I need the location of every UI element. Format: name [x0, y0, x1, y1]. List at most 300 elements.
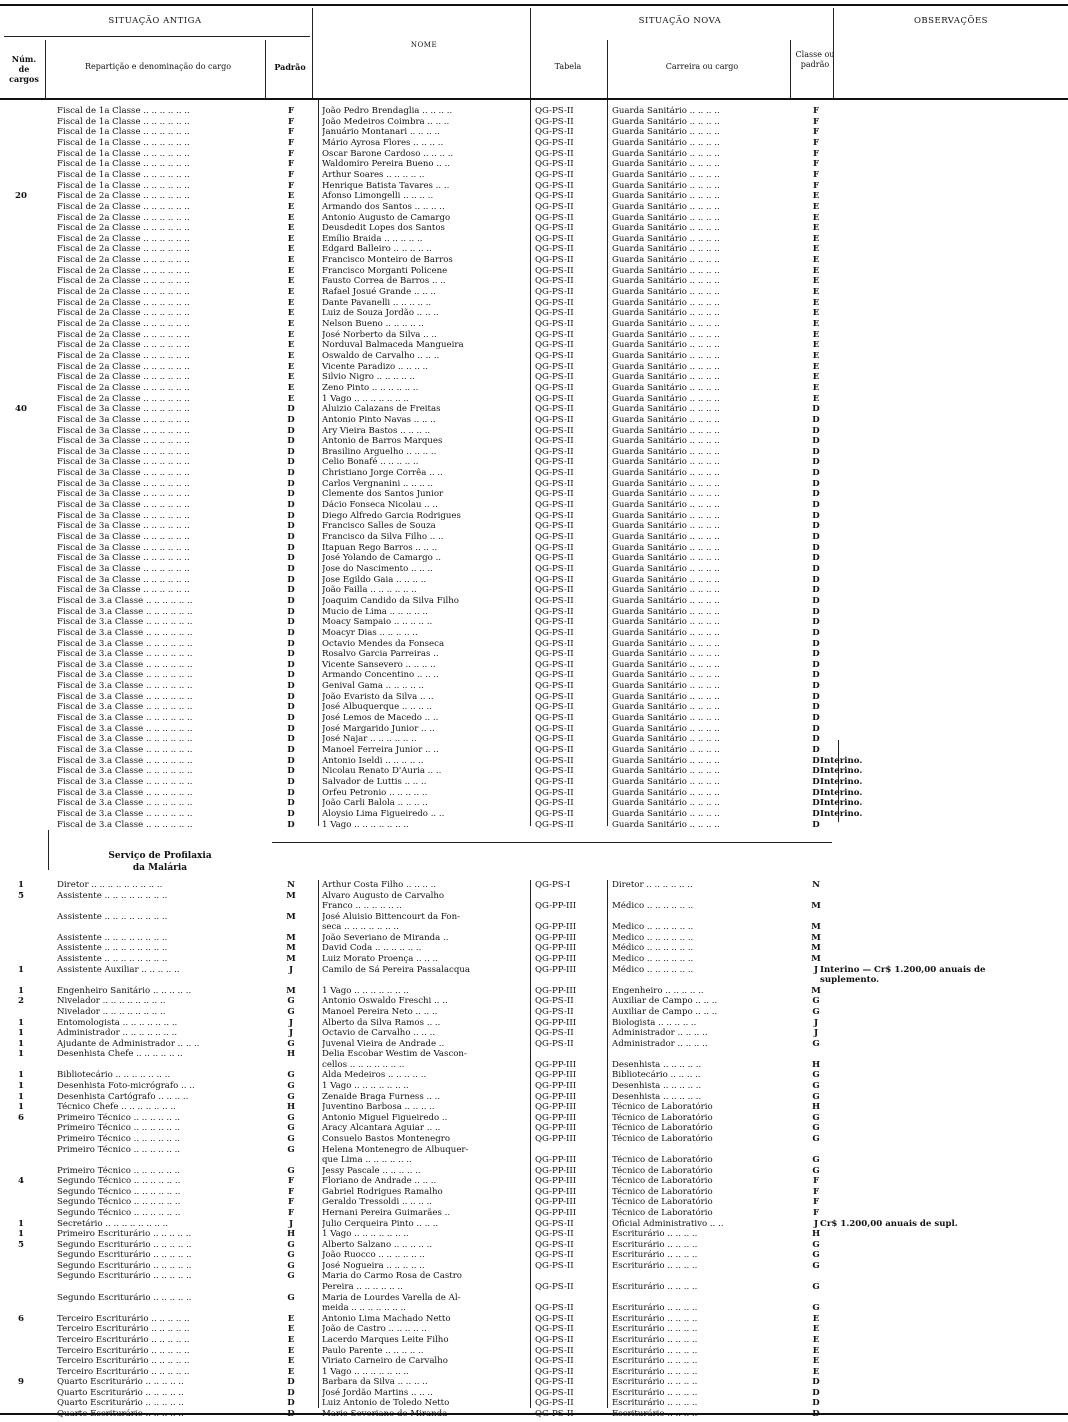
- classe-cell: F: [812, 116, 820, 127]
- carreira-cell: Guarda Sanitário .. .. .. ..: [612, 297, 720, 308]
- nome-cell: Francisco Monteiro de Barros: [322, 255, 453, 266]
- nome-cell: João Carli Balola .. .. .. ..: [322, 798, 428, 809]
- carreira-cell: Auxiliar de Campo .. .. ..: [612, 1006, 718, 1017]
- nome-cell: José Aluisio Bittencourt da Fon-: [322, 911, 461, 922]
- tabela-cell: QG-PS-II: [535, 414, 574, 425]
- carreira-cell: Guarda Sanitário .. .. .. ..: [612, 361, 720, 372]
- reparticao-cell: Fiscal de 3.a Classe .. .. .. .. .. ..: [57, 681, 193, 692]
- tabela-cell: QG-PS-II: [535, 1324, 574, 1335]
- classe-cell: E: [812, 1366, 820, 1377]
- nome-cell: Itapuan Rego Barros .. .. ..: [322, 542, 438, 553]
- tabela-cell: QG-PS-II: [535, 670, 574, 681]
- reparticao-cell: Primeiro Técnico .. .. .. .. .. ..: [57, 1112, 181, 1123]
- classe-cell: G: [812, 1081, 820, 1092]
- tabela-cell: QG-PS-II: [535, 819, 574, 830]
- classe-cell: G: [812, 1155, 820, 1166]
- carreira-cell: Guarda Sanitário .. .. .. ..: [612, 723, 720, 734]
- reparticao-cell: Terceiro Escriturário .. .. .. .. ..: [57, 1366, 190, 1377]
- tabela-cell: QG-PS-II: [535, 798, 574, 809]
- carreira-cell: Guarda Sanitário .. .. .. ..: [612, 329, 720, 340]
- reparticao-cell: Primeiro Técnico .. .. .. .. .. ..: [57, 1165, 181, 1176]
- carreira-cell: Administrador .. .. .. ..: [612, 1038, 708, 1049]
- observacao-cell: Cr$ 1.200,00 anuais de supl.: [820, 1218, 958, 1229]
- reparticao-cell: Desenhista Cartógrafo .. .. .. ..: [57, 1091, 189, 1102]
- reparticao-cell: Fiscal de 3.a Classe .. .. .. .. .. ..: [57, 638, 193, 649]
- classe-cell: G: [812, 1165, 820, 1176]
- padrao-cell: D: [287, 659, 295, 670]
- tabela-cell: QG-PS-II: [535, 361, 574, 372]
- reparticao-cell: Fiscal de 1a Classe .. .. .. .. .. ..: [57, 159, 190, 170]
- classe-cell: D: [812, 649, 820, 660]
- nome-cell: João Ruocco .. .. .. .. .. ..: [322, 1250, 425, 1261]
- carreira-cell: Guarda Sanitário .. .. .. ..: [612, 265, 720, 276]
- classe-cell: D: [812, 819, 820, 830]
- classe-cell: D: [812, 638, 820, 649]
- nome-cell: Vicente Sansevero .. .. .. ..: [322, 659, 436, 670]
- nome-cell: Salvador de Luttis .. .. ..: [322, 776, 427, 787]
- classe-cell: D: [812, 446, 820, 457]
- padrao-cell: G: [287, 1038, 295, 1049]
- classe-cell: E: [812, 287, 820, 298]
- nome-cell: José Albuquerque .. .. .. ..: [322, 702, 432, 713]
- classe-cell: D: [812, 670, 820, 681]
- padrao-cell: D: [287, 1398, 295, 1409]
- padrao-cell: E: [287, 340, 295, 351]
- classe-cell: D: [812, 681, 820, 692]
- nome-cell: Consuelo Bastos Montenegro: [322, 1133, 451, 1144]
- classe-cell: N: [812, 880, 820, 890]
- padrao-cell: D: [287, 734, 295, 745]
- carreira-cell: Guarda Sanitário .. .. .. ..: [612, 212, 720, 223]
- tabela-cell: QG-PS-II: [535, 766, 574, 777]
- observacao-cell: Interino.: [820, 808, 863, 819]
- tabela-cell: QG-PS-II: [535, 201, 574, 212]
- classe-cell: E: [812, 382, 820, 393]
- column-divider: [318, 100, 319, 826]
- tabela-cell: QG-PS-II: [535, 649, 574, 660]
- classe-cell: G: [812, 1038, 820, 1049]
- reparticao-cell: Primeiro Técnico .. .. .. .. .. ..: [57, 1133, 181, 1144]
- nome-cell: Helena Montenegro de Albuquer-: [322, 1144, 469, 1155]
- nome-cell: Jose Egildo Gaia .. .. .. ..: [322, 574, 427, 585]
- tabela-cell: QG-PS-II: [535, 755, 574, 766]
- tabela-cell: QG-PS-II: [535, 106, 574, 116]
- header-carreira: Carreira ou cargo: [665, 62, 739, 71]
- carreira-cell: Guarda Sanitário .. .. .. ..: [612, 755, 720, 766]
- carreira-cell: Técnico de Laboratório: [612, 1123, 713, 1134]
- carreira-cell: Guarda Sanitário .. .. .. ..: [612, 500, 720, 511]
- reparticao-cell: Segundo Escriturário .. .. .. .. ..: [57, 1239, 192, 1250]
- padrao-cell: D: [287, 787, 295, 798]
- reparticao-cell: Fiscal de 3a Classe .. .. .. .. .. ..: [57, 500, 190, 511]
- cargo-count: 1: [18, 1049, 24, 1060]
- classe-cell: D: [812, 734, 820, 745]
- cargo-count: 1: [18, 1081, 24, 1092]
- reparticao-cell: Fiscal de 3.a Classe .. .. .. .. .. ..: [57, 649, 193, 660]
- classe-cell: H: [811, 1102, 821, 1113]
- carreira-cell: Guarda Sanitário .. .. .. ..: [612, 563, 720, 574]
- padrao-cell: D: [287, 681, 295, 692]
- nome-cell: Maria de Lourdes Varella de Al-: [322, 1292, 461, 1303]
- classe-cell: F: [812, 1186, 820, 1197]
- header-num-cargos: Núm. de cargos: [9, 54, 39, 84]
- carreira-cell: Guarda Sanitário .. .. .. ..: [612, 180, 720, 191]
- cargo-count: 2: [18, 996, 24, 1007]
- classe-cell: M: [811, 954, 821, 965]
- reparticao-cell: Ajudante de Administrador .. .. ..: [57, 1038, 200, 1049]
- carreira-cell: Técnico de Laboratório: [612, 1207, 713, 1218]
- nome-cell: Nicolau Renato D'Auria .. ..: [322, 766, 442, 777]
- section-rule: [272, 842, 832, 843]
- nome-cell: Aloysio Lima Figueiredo .. ..: [322, 808, 445, 819]
- reparticao-cell: Fiscal de 2a Classe .. .. .. .. .. ..: [57, 223, 190, 234]
- tabela-cell: QG-PS-II: [535, 308, 574, 319]
- classe-cell: E: [812, 244, 820, 255]
- tabela-cell: QG-PP-III: [535, 1123, 577, 1134]
- tabela-cell: QG-PP-III: [535, 1102, 577, 1113]
- tabela-cell: QG-PS-II: [535, 244, 574, 255]
- nome-cell: Clemente dos Santos Junior: [322, 489, 444, 500]
- carreira-cell: Guarda Sanitário .. .. .. ..: [612, 734, 720, 745]
- tabela-cell: QG-PS-II: [535, 776, 574, 787]
- header-reparticao: Repartição e denominação do cargo: [84, 62, 232, 71]
- reparticao-cell: Bibliotecário .. .. .. .. .. .. ..: [57, 1070, 171, 1081]
- nome-cell: Norduval Balmaceda Mangueira: [322, 340, 464, 351]
- carreira-cell: Guarda Sanitário .. .. .. ..: [612, 233, 720, 244]
- classe-cell: E: [812, 340, 820, 351]
- padrao-cell: E: [287, 319, 295, 329]
- reparticao-cell: Quarto Escriturário .. .. .. .. ..: [57, 1409, 184, 1419]
- carreira-cell: Escriturário .. .. .. ..: [612, 1303, 698, 1314]
- carreira-cell: Guarda Sanitário .. .. .. ..: [612, 553, 720, 564]
- cargo-count: 1: [18, 964, 24, 975]
- reparticao-cell: Quarto Escriturário .. .. .. .. ..: [57, 1387, 184, 1398]
- reparticao-cell: Fiscal de 2a Classe .. .. .. .. .. ..: [57, 265, 190, 276]
- tabela-cell: QG-PS-II: [535, 265, 574, 276]
- carreira-cell: Guarda Sanitário .. .. .. ..: [612, 585, 720, 596]
- tabela-cell: QG-PP-III: [535, 1070, 577, 1081]
- carreira-cell: Escriturário .. .. .. ..: [612, 1282, 698, 1293]
- reparticao-cell: Fiscal de 3a Classe .. .. .. .. .. ..: [57, 574, 190, 585]
- classe-cell: E: [812, 308, 820, 319]
- cargo-count: 1: [18, 1218, 24, 1229]
- padrao-cell: E: [287, 372, 295, 383]
- tabela-cell: QG-PS-II: [535, 638, 574, 649]
- padrao-cell: G: [287, 1070, 295, 1081]
- reparticao-cell: Fiscal de 3a Classe .. .. .. .. .. ..: [57, 521, 190, 532]
- tabela-cell: QG-PS-II: [535, 393, 574, 404]
- classe-cell: F: [812, 1207, 820, 1218]
- padrao-cell: E: [287, 1356, 295, 1367]
- nome-cell: 1 Vago .. .. .. .. .. .. ..: [322, 393, 409, 404]
- reparticao-cell: Desenhista Foto-micrógrafo .. ..: [57, 1081, 195, 1092]
- cargo-count: 1: [18, 1017, 24, 1028]
- section-title-line: da Malária: [132, 863, 188, 873]
- classe-cell: E: [812, 1356, 820, 1367]
- carreira-cell: Guarda Sanitário .. .. .. ..: [612, 595, 720, 606]
- nome-cell: Dácio Fonseca Nicolau .. ..: [322, 500, 438, 511]
- tabela-cell: QG-PP-III: [535, 985, 577, 996]
- cargo-count: 1: [18, 880, 24, 890]
- carreira-cell: Técnico de Laboratório: [612, 1186, 713, 1197]
- tabela-cell: QG-PS-II: [535, 212, 574, 223]
- observacao-cell: suplemento.: [820, 975, 880, 986]
- carreira-cell: Guarda Sanitário .. .. .. ..: [612, 691, 720, 702]
- padrao-cell: E: [287, 233, 295, 244]
- nome-cell: Deusdedit Lopes dos Santos: [322, 223, 445, 234]
- carreira-cell: Escriturário .. .. .. ..: [612, 1356, 698, 1367]
- reparticao-cell: Assistente .. .. .. .. .. .. .. ..: [57, 932, 168, 943]
- cargo-count: 1: [18, 1102, 24, 1113]
- padrao-cell: J: [288, 1028, 294, 1039]
- reparticao-cell: Assistente .. .. .. .. .. .. .. ..: [57, 890, 168, 901]
- observacao-cell: Interino.: [820, 766, 863, 777]
- padrao-cell: E: [287, 1345, 295, 1356]
- tabela-cell: QG-PS-II: [535, 329, 574, 340]
- cargo-count: 1: [18, 1070, 24, 1081]
- padrao-cell: F: [287, 169, 295, 180]
- classe-cell: J: [813, 1218, 819, 1229]
- padrao-cell: G: [287, 1091, 295, 1102]
- nome-cell: Octavio Mendes da Fonseca: [322, 638, 445, 649]
- padrao-cell: D: [287, 649, 295, 660]
- classe-cell: E: [812, 201, 820, 212]
- nome-cell: David Coda .. .. .. .. .. ..: [322, 943, 422, 954]
- nome-cell: Carlos Vergnanini .. .. .. ..: [322, 478, 433, 489]
- carreira-cell: Guarda Sanitário .. .. .. ..: [612, 382, 720, 393]
- classe-cell: D: [812, 776, 820, 787]
- padrao-cell: E: [287, 212, 295, 223]
- carreira-cell: Escriturário .. .. .. ..: [612, 1260, 698, 1271]
- classe-cell: F: [812, 106, 820, 116]
- nome-cell: Lacerdo Marques Leite Filho: [322, 1334, 449, 1345]
- padrao-cell: E: [287, 1334, 295, 1345]
- nome-cell: 1 Vago .. .. .. .. .. .. ..: [322, 1366, 409, 1377]
- observacao-cell: Interino.: [820, 798, 863, 809]
- reparticao-cell: Fiscal de 3.a Classe .. .. .. .. .. ..: [57, 745, 193, 755]
- padrao-cell: D: [287, 553, 295, 564]
- carreira-cell: Guarda Sanitário .. .. .. ..: [612, 404, 720, 415]
- carreira-cell: Guarda Sanitário .. .. .. ..: [612, 106, 720, 116]
- tabela-cell: QG-PS-I: [535, 880, 571, 890]
- nome-cell: Antonio Iseldi .. .. .. .. ..: [322, 755, 424, 766]
- padrao-cell: J: [288, 1218, 294, 1229]
- carreira-cell: Médico .. .. .. .. .. ..: [612, 901, 694, 912]
- carreira-cell: Administrador .. .. .. ..: [612, 1028, 708, 1039]
- carreira-cell: Escriturário .. .. .. ..: [612, 1239, 698, 1250]
- carreira-cell: Guarda Sanitário .. .. .. ..: [612, 670, 720, 681]
- classe-cell: G: [812, 1091, 820, 1102]
- padrao-cell: M: [286, 985, 296, 996]
- classe-cell: D: [812, 1409, 820, 1419]
- observacao-cell: Interino.: [820, 787, 863, 798]
- reparticao-cell: Fiscal de 3.a Classe .. .. .. .. .. ..: [57, 798, 193, 809]
- nome-cell: Luiz de Souza Jordão .. .. ..: [322, 308, 439, 319]
- carreira-cell: Escriturário .. .. .. ..: [612, 1366, 698, 1377]
- tabela-cell: QG-PS-II: [535, 1366, 574, 1377]
- reparticao-cell: Primeiro Escriturário .. .. .. .. ..: [57, 1229, 192, 1240]
- tabela-cell: QG-PS-II: [535, 457, 574, 468]
- reparticao-cell: Assistente .. .. .. .. .. .. .. ..: [57, 954, 168, 965]
- header-divider: [312, 8, 313, 98]
- padrao-cell: F: [287, 180, 295, 191]
- header-divider: [790, 40, 791, 98]
- tabela-cell: QG-PS-II: [535, 297, 574, 308]
- padrao-cell: D: [287, 819, 295, 830]
- reparticao-cell: Fiscal de 2a Classe .. .. .. .. .. ..: [57, 319, 190, 329]
- nome-cell: Armando dos Santos .. .. .. ..: [322, 201, 445, 212]
- reparticao-cell: Quarto Escriturário .. .. .. .. ..: [57, 1398, 184, 1409]
- classe-cell: G: [812, 1070, 820, 1081]
- nome-cell: João Evaristo da Silva .. ..: [322, 691, 434, 702]
- reparticao-cell: Fiscal de 1a Classe .. .. .. .. .. ..: [57, 116, 190, 127]
- carreira-cell: Guarda Sanitário .. .. .. ..: [612, 393, 720, 404]
- reparticao-cell: Administrador .. .. .. .. .. .. ..: [57, 1028, 178, 1039]
- padrao-cell: D: [287, 1409, 295, 1419]
- classe-cell: H: [811, 1059, 821, 1070]
- tabela-cell: QG-PP-III: [535, 1059, 577, 1070]
- nome-cell: 1 Vago .. .. .. .. .. .. ..: [322, 985, 409, 996]
- padrao-cell: G: [287, 1081, 295, 1092]
- classe-cell: D: [812, 766, 820, 777]
- classe-cell: G: [812, 1239, 820, 1250]
- padrao-cell: H: [286, 1229, 296, 1240]
- carreira-cell: Guarda Sanitário .. .. .. ..: [612, 819, 720, 830]
- cargo-count: 1: [18, 1229, 24, 1240]
- observacao-cell: Interino.: [820, 755, 863, 766]
- classe-cell: D: [812, 436, 820, 447]
- nome-cell: Juvenal Vieira de Andrade ..: [322, 1038, 445, 1049]
- tabela-cell: QG-PP-III: [535, 943, 577, 954]
- reparticao-cell: Primeiro Técnico .. .. .. .. .. ..: [57, 1144, 181, 1155]
- header-tabela: Tabela: [554, 62, 582, 71]
- reparticao-cell: Fiscal de 3a Classe .. .. .. .. .. ..: [57, 457, 190, 468]
- carreira-cell: Guarda Sanitário .. .. .. ..: [612, 148, 720, 159]
- reparticao-cell: Fiscal de 3.a Classe .. .. .. .. .. ..: [57, 808, 193, 819]
- nome-cell: João Medeiros Coimbra .. .. ..: [322, 116, 450, 127]
- carreira-cell: Guarda Sanitário .. .. .. ..: [612, 681, 720, 692]
- reparticao-cell: Fiscal de 3a Classe .. .. .. .. .. ..: [57, 489, 190, 500]
- carreira-cell: Técnico de Laboratório: [612, 1155, 713, 1166]
- classe-cell: G: [812, 1260, 820, 1271]
- tabela-cell: QG-PS-II: [535, 436, 574, 447]
- nome-cell: Antonio Lima Machado Netto: [322, 1313, 451, 1324]
- nome-cell: Hernani Pereira Guimarães ..: [322, 1207, 451, 1218]
- nome-cell: Vicente Paradizo .. .. .. ..: [322, 361, 428, 372]
- header-observacoes: OBSERVAÇÕES: [913, 16, 989, 26]
- reparticao-cell: Fiscal de 3.a Classe .. .. .. .. .. ..: [57, 617, 193, 628]
- classe-cell: E: [812, 329, 820, 340]
- padrao-cell: D: [287, 468, 295, 479]
- nome-cell: Francisco Morganti Policene: [322, 265, 448, 276]
- padrao-cell: E: [287, 1313, 295, 1324]
- reparticao-cell: Fiscal de 3.a Classe .. .. .. .. .. ..: [57, 691, 193, 702]
- tabela-cell: QG-PP-III: [535, 922, 577, 933]
- tabela-cell: QG-PP-III: [535, 1197, 577, 1208]
- classe-cell: D: [812, 723, 820, 734]
- nome-cell: José Najar .. .. .. .. .. ..: [322, 734, 417, 745]
- nome-cell: João de Castro .. .. .. .. ..: [322, 1324, 427, 1335]
- classe-cell: D: [812, 1398, 820, 1409]
- padrao-cell: F: [287, 137, 295, 148]
- padrao-cell: D: [287, 798, 295, 809]
- reparticao-cell: Fiscal de 3.a Classe .. .. .. .. .. ..: [57, 776, 193, 787]
- nome-cell: José Norberto da Silva .. ..: [322, 329, 437, 340]
- carreira-cell: Guarda Sanitário .. .. .. ..: [612, 776, 720, 787]
- nome-cell: Zenaide Braga Furness .. ..: [322, 1091, 441, 1102]
- tabela-cell: QG-PS-II: [535, 713, 574, 724]
- tabela-cell: QG-PS-II: [535, 1334, 574, 1345]
- column-divider: [607, 880, 608, 1408]
- tabela-cell: QG-PS-II: [535, 659, 574, 670]
- reparticao-cell: Fiscal de 1a Classe .. .. .. .. .. ..: [57, 169, 190, 180]
- tabela-cell: QG-PP-III: [535, 932, 577, 943]
- nome-cell: Floriano de Andrade .. .. ..: [322, 1176, 437, 1187]
- tabela-cell: QG-PS-II: [535, 585, 574, 596]
- tabela-cell: QG-PS-II: [535, 276, 574, 287]
- padrao-cell: J: [288, 964, 294, 975]
- reparticao-cell: Fiscal de 3a Classe .. .. .. .. .. ..: [57, 404, 190, 415]
- reparticao-cell: Fiscal de 3.a Classe .. .. .. .. .. ..: [57, 819, 193, 830]
- nome-cell: Arthur Costa Filho .. .. .. ..: [322, 880, 437, 890]
- nome-cell: Juventino Barbosa .. .. .. ..: [322, 1102, 435, 1113]
- carreira-cell: Oficial Administrativo .. ..: [612, 1218, 724, 1229]
- carreira-cell: Guarda Sanitário .. .. .. ..: [612, 255, 720, 266]
- classe-cell: E: [812, 1313, 820, 1324]
- reparticao-cell: Engenheiro Sanitário .. .. .. .. ..: [57, 985, 192, 996]
- padrao-cell: D: [287, 457, 295, 468]
- carreira-cell: Guarda Sanitário .. .. .. ..: [612, 766, 720, 777]
- carreira-cell: Escriturário .. .. .. ..: [612, 1377, 698, 1388]
- cargo-count: 1: [18, 1038, 24, 1049]
- carreira-cell: Escriturário .. .. .. ..: [612, 1324, 698, 1335]
- reparticao-cell: Fiscal de 1a Classe .. .. .. .. .. ..: [57, 106, 190, 116]
- carreira-cell: Guarda Sanitário .. .. .. ..: [612, 468, 720, 479]
- reparticao-cell: Assistente .. .. .. .. .. .. .. ..: [57, 943, 168, 954]
- classe-cell: G: [812, 1006, 820, 1017]
- classe-cell: D: [812, 510, 820, 521]
- reparticao-cell: Fiscal de 3a Classe .. .. .. .. .. ..: [57, 542, 190, 553]
- padrao-cell: G: [287, 1133, 295, 1144]
- classe-cell: F: [812, 137, 820, 148]
- tabela-cell: QG-PS-II: [535, 617, 574, 628]
- carreira-cell: Guarda Sanitário .. .. .. ..: [612, 574, 720, 585]
- tabela-cell: QG-PP-III: [535, 1176, 577, 1187]
- tabela-cell: QG-PS-II: [535, 350, 574, 361]
- carreira-cell: Guarda Sanitário .. .. .. ..: [612, 244, 720, 255]
- padrao-cell: G: [287, 1165, 295, 1176]
- tabela-cell: QG-PS-II: [535, 191, 574, 202]
- nome-cell: Januário Montanari .. .. .. ..: [322, 127, 440, 138]
- tabela-cell: QG-PS-II: [535, 510, 574, 521]
- classe-cell: D: [812, 574, 820, 585]
- classe-cell: D: [812, 617, 820, 628]
- classe-cell: M: [811, 922, 821, 933]
- reparticao-cell: Fiscal de 3.a Classe .. .. .. .. .. ..: [57, 659, 193, 670]
- reparticao-cell: Fiscal de 3a Classe .. .. .. .. .. ..: [57, 436, 190, 447]
- nome-cell: Arthur Soares .. .. .. .. ..: [322, 169, 425, 180]
- classe-cell: D: [812, 1377, 820, 1388]
- nome-cell: Franco .. .. .. .. .. ..: [322, 901, 402, 912]
- padrao-cell: E: [287, 276, 295, 287]
- classe-cell: J: [813, 1017, 819, 1028]
- carreira-cell: Desenhista .. .. .. .. ..: [612, 1081, 702, 1092]
- reparticao-cell: Fiscal de 2a Classe .. .. .. .. .. ..: [57, 276, 190, 287]
- carreira-cell: Guarda Sanitário .. .. .. ..: [612, 457, 720, 468]
- padrao-cell: M: [286, 954, 296, 965]
- classe-cell: E: [812, 223, 820, 234]
- nome-cell: Geraldo Tressoldi .. .. .. ..: [322, 1197, 433, 1208]
